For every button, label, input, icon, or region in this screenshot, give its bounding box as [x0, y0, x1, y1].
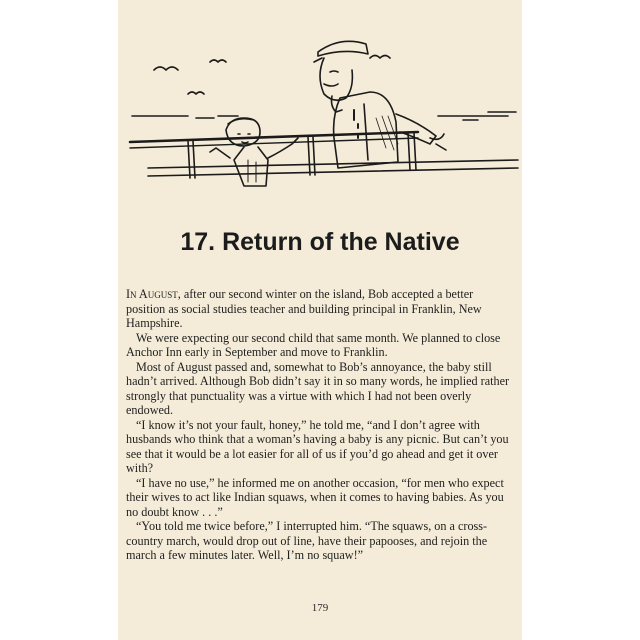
paragraph: Most of August passed and, somewhat to Bob’s annoyance, the baby still hadn’t arrived. Although Bob didn’t say it in so many words, he implied rather strongly that punctuality was a virtue with which I had not been overly endowed. [126, 359, 510, 417]
chapter-body [126, 287, 514, 563]
paragraph [126, 287, 514, 331]
chapter-illustration [118, 0, 522, 200]
paragraph-lead: In August, [126, 287, 181, 301]
page-number: 179 [311, 602, 329, 614]
paragraph: We were expecting our second child that same month. We planned to close Anchor Inn early in September and move to Franklin. [126, 330, 501, 359]
paragraph: “I know it’s not your fault, honey,” he told me, “and I don’t agree with husbands who think that a woman’s having a baby is any picnic. But can’t you see that it would be a lot easier for all of us if you’d go ahead and get it over with? [126, 417, 509, 475]
paragraph: “I have no use,” he informed me on another occasion, “for men who expect their wives to act like Indian squaws, when it comes to having babies. As you no doubt know . . .” [126, 475, 504, 519]
book-page [118, 0, 522, 640]
paragraph: “You told me twice before,” I interrupted him. “The squaws, on a cross-country march, would drop out of line, have their papooses, and rejoin the march a few minutes later. Well, I’m no squaw!” [126, 519, 488, 562]
paragraph-text: after our second winter on the island, Bob accepted a better position as social studies teacher and building principal in Franklin, New Hampshire. [126, 287, 482, 330]
chapter-title: 17. Return of the Native [180, 228, 460, 256]
